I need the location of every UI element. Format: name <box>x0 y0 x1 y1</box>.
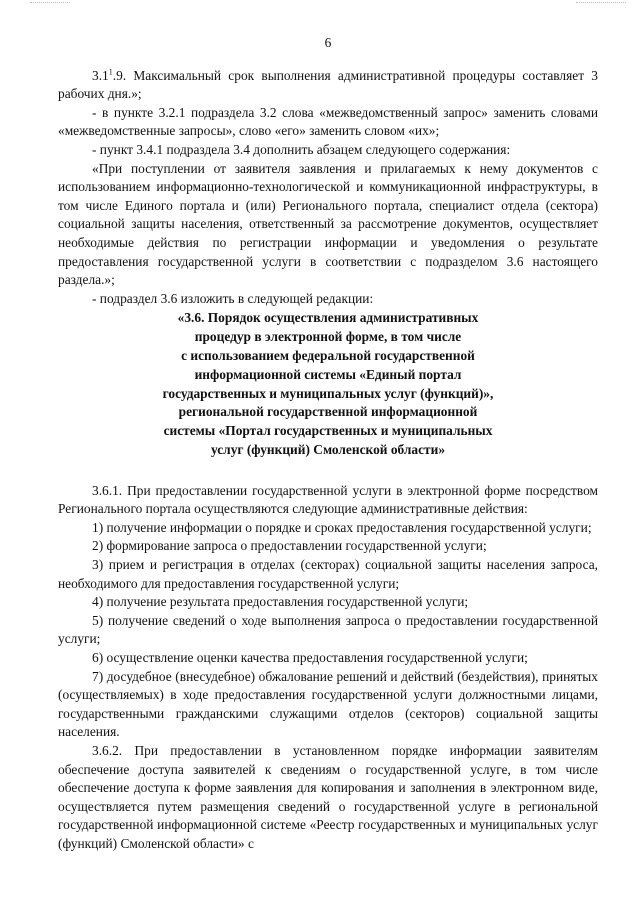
list-item: 6) осуществление оценки качества предоставления государственной услуги; <box>92 650 528 666</box>
paragraph-3-6-2: 3.6.2. При предоставлении в установленном порядке информации заявителям обеспечение доступа заявителей к сведениям о государственной услуге, в том числе обеспечение доступа к форме заявления для копирования и заполнения в электронном виде, осуществляется путем размещения сведений о государственной услуге в региональной государственной информационной системе «Реестр государственных и муниципальных услуг (функций) Смоленской области» с <box>58 743 598 851</box>
scan-edge-mark <box>576 2 626 4</box>
section-heading <box>58 309 598 459</box>
list-item: 4) получение результата предоставления государственной услуги; <box>92 594 469 610</box>
heading-line: информационной системы «Единый портал <box>194 366 462 382</box>
heading-line: с использованием федеральной государственной <box>181 347 475 363</box>
heading-line: «3.6. Порядок осуществления административных <box>177 310 479 326</box>
paragraph-quoted-addition: «При поступлении от заявителя заявления и прилагаемых к нему документов с использованием информационно-технологической и коммуникационной инфраструктуры, в том числе Единого портала и (или) Регионального портала, специалист отдела (сектора) социальной защиты населения, ответственный за рассмотрение документов, осуществляет необходимые действия по регистрации информации и уведомления о результате предоставления государственной услуги в соответствии с подразделом 3.6 настоящего раздела.»; <box>58 160 598 288</box>
list-item: 7) досудебное (внесудебное) обжалование решений и действий (бездействия), принятых (осуществляемых) в ходе предоставления государственной услуги должностными лицами, государственными гражданскими служащими отделов (секторов) социальной защиты населения. <box>58 668 598 740</box>
scan-edge-mark <box>30 2 70 4</box>
paragraph-3-1-1-9: $3.1^1.9$. Максимальный срок выполнения административной процедуры составляет 3 рабочих дня.»; <box>58 67 598 102</box>
list-item: 1) получение информации о порядке и сроках предоставления государственной услуги; <box>92 519 592 535</box>
paragraph-amend-3-4-1: - пункт 3.4.1 подраздела 3.4 дополнить абзацем следующего содержания: <box>92 141 511 157</box>
heading-line: процедур в электронной форме, в том числе <box>194 329 462 345</box>
heading-line: государственных и муниципальных услуг (функций)», <box>162 385 494 401</box>
list-item: 5) получение сведений о ходе выполнения запроса о предоставлении государственной услуги; <box>58 612 598 647</box>
page-number: 6 <box>324 35 332 50</box>
list-item: 2) формирование запроса о предоставлении государственной услуги; <box>92 538 487 554</box>
heading-line: услуг (функций) Смоленской области» <box>210 441 446 457</box>
heading-line: системы «Портал государственных и муниципальных <box>163 423 493 439</box>
paragraph-amend-3-2-1: - в пункте 3.2.1 подраздела 3.2 слова «межведомственный запрос» заменить словами «межведомственные запросы», слово «его» заменить словом «их»; <box>58 104 598 139</box>
list-item: 3) прием и регистрация в отделах (секторах) социальной защиты населения запроса, необходимого для предоставления государственной услуги; <box>58 557 598 591</box>
paragraph-3-6-1: 3.6.1. При предоставлении государственной услуги в электронной форме посредством Регионального портала осуществляются следующие административные действия: <box>58 482 598 517</box>
heading-line: региональной государственной информационной <box>178 404 478 420</box>
paragraph-amend-3-6: - подраздел 3.6 изложить в следующей редакции: <box>92 290 374 306</box>
